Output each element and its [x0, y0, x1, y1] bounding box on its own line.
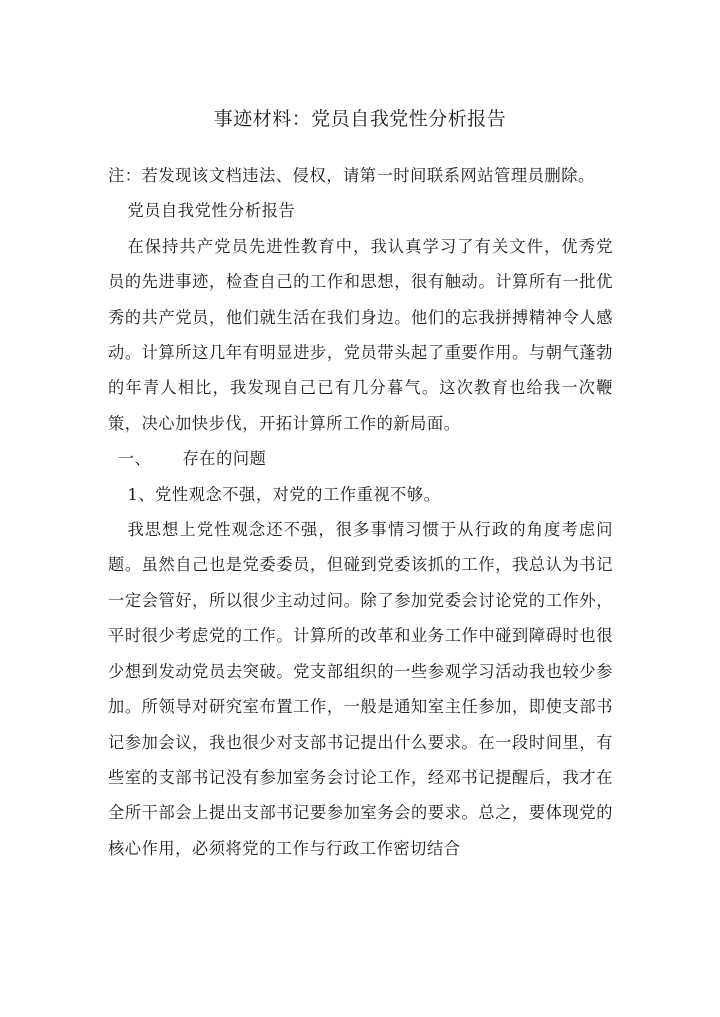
intro-paragraph: 在保持共产党员先进性教育中，我认真学习了有关文件，优秀党员的先进事迹，检查自己的工作和思想，很有触动。计算所有一批优秀的共产党员，他们就生活在我们身边。他们的忘我拼搏精神令人感动。计算所这几年有明显进步，党员带头起了重要作用。与朝气蓬勃的年青人相比，我发现自己已有几分暮气。这次教育也给我一次鞭策，决心加快步伐，开拓计算所工作的新局面。 [108, 236, 613, 433]
report-subtitle: 党员自我党性分析报告 [127, 201, 296, 221]
copyright-notice: 注：若发现该文档违法、侵权，请第一时间联系网站管理员删除。 [108, 166, 595, 185]
item-heading: 1、党性观念不强，对党的工作重视不够。 [127, 484, 441, 504]
section-number: 一、 [117, 449, 152, 469]
body-paragraph: 我思想上党性观念还不强，很多事情习惯于从行政的角度考虑问题。虽然自己也是党委委员，但碰到党委该抓的工作，我总认为书记一定会管好，所以很少主动过问。除了参加党委会讨论党的工作外，平时很少考虑党的工作。计算所的改革和业务工作中碰到障碍时也很少想到发动党员去突破。党支部组织的一些参观学习活动我也较少参加。所领导对研究室布置工作，一般是通知室主任参加，即使支部书记参加会议，我也很少对支部书记提出什么要求。在一段时间里，有些室的支部书记没有参加室务会讨论工作，经邓书记提醒后，我才在全所干部会上提出支部书记要参加室务会的要求。总之，要体现党的核心作用，必须将党的工作与行政工作密切结合 [108, 520, 613, 858]
section-heading [108, 441, 613, 476]
document-title: 事迹材料：党员自我党性分析报告 [213, 108, 507, 130]
document-body [108, 158, 613, 866]
section-title: 存在的问题 [182, 449, 267, 469]
